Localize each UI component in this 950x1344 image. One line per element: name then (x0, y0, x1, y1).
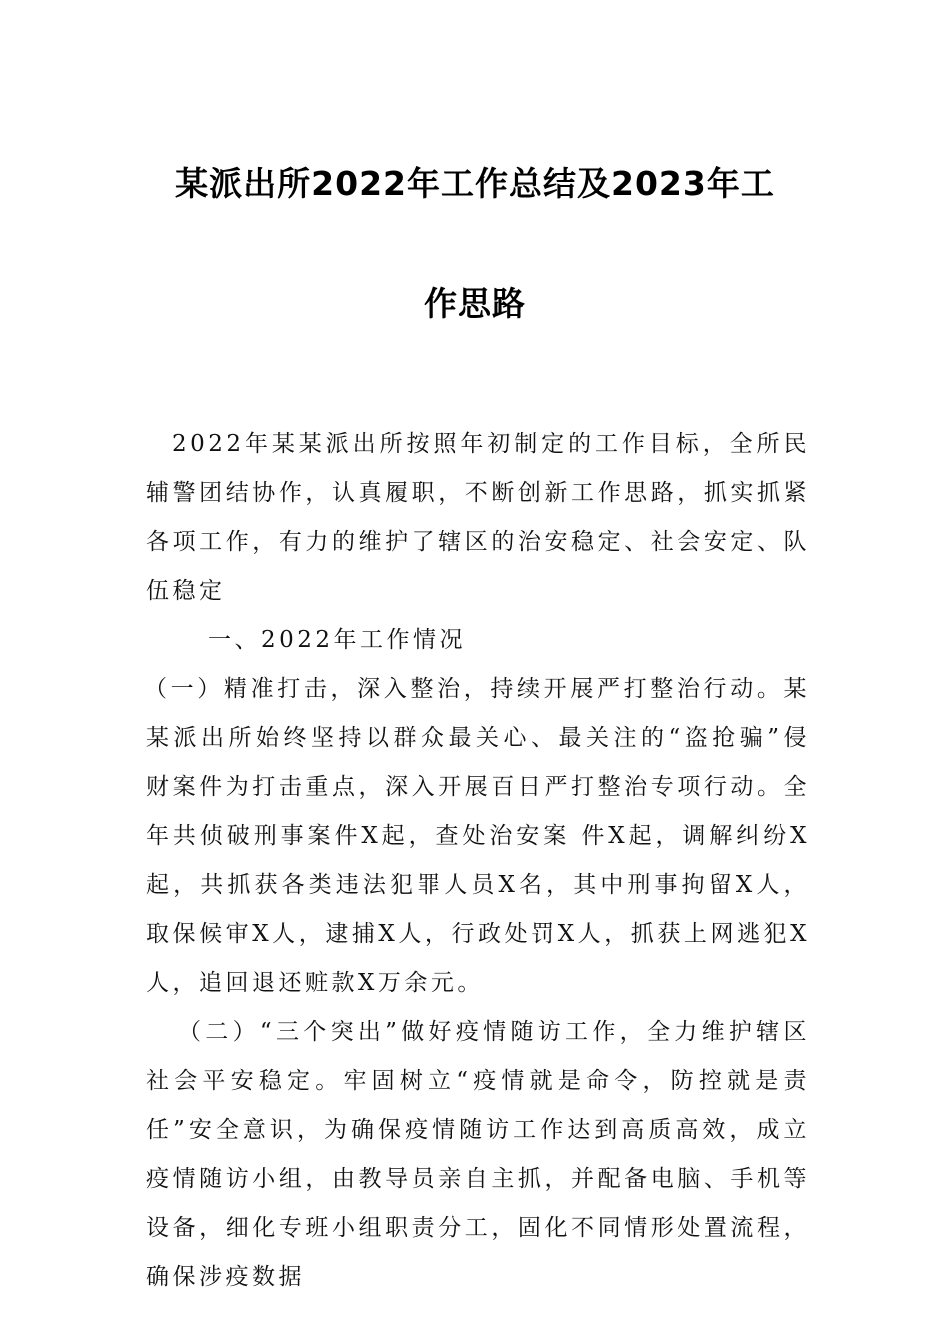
section-1-paragraph: （一）精准打击，深入整治，持续开展严打整治行动。某某派出所始终坚持以群众最关心、最关注的“盗抢骗”侵财案件为打击重点，深入开展百日严打整治专项行动。全年共侦破刑事案件X起，查处治安案 件X起，调解纠纷X起，共抓获各类违法犯罪人员X名，其中刑事拘留X人，取保候审X人，逮捕X人，行政处罚X人，抓获上网逃犯X人，追回退还赃款X万余元。 (144, 676, 810, 996)
intro-paragraph: 2022年某某派出所按照年初制定的工作目标，全所民辅警团结协作，认真履职，不断创新工作思路，抓实抓紧各项工作，有力的维护了辖区的治安稳定、社会安定、队伍稳定 (146, 431, 810, 604)
section-2-paragraph: （二）“三个突出”做好疫情随访工作，全力维护辖区社会平安稳定。牢固树立“疫情就是命令，防控就是责任”安全意识，为确保疫情随访工作达到高质高效，成立疫情随访小组，由教导员亲自主抓，并配备电脑、手机等设备，细化专班小组职责分工，固化不同情形处置流程，确保涉疫数据 (146, 1019, 810, 1290)
section-heading: 一、2022年工作情况 (208, 627, 467, 653)
document-body (146, 420, 810, 1302)
document-title-line-1: 某派出所2022年工作总结及2023年工 (175, 164, 775, 203)
document-title-line-2: 作思路 (424, 284, 526, 323)
